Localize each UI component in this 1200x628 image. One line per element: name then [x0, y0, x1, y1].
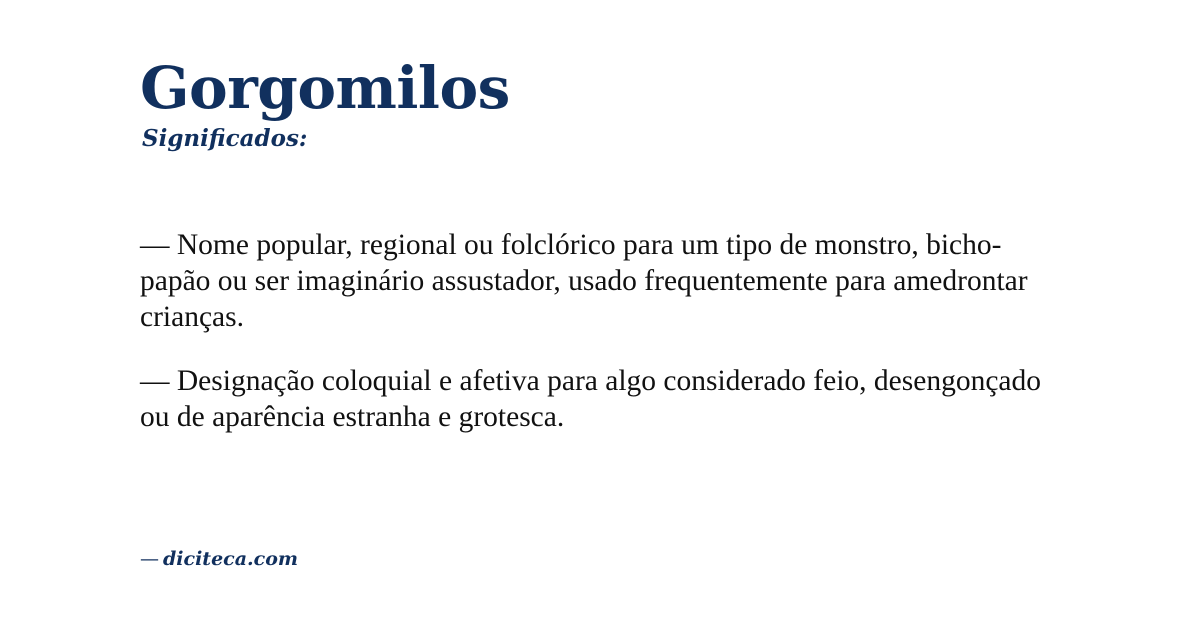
footer-dash: —	[140, 548, 159, 570]
definitions-list	[140, 228, 1060, 436]
source-attribution	[140, 548, 298, 570]
definition-item: — Designação coloquial e afetiva para algo considerado feio, desengonçado ou de aparência estranha e grotesca.	[140, 364, 1042, 433]
definition-item: — Nome popular, regional ou folclórico para um tipo de monstro, bicho-papão ou ser imaginário assustador, usado frequentemente para amedrontar crianças.	[140, 228, 1028, 333]
source-name: diciteca.com	[163, 548, 298, 570]
page-title: Gorgomilos	[140, 54, 510, 122]
subtitle-label: Significados:	[142, 124, 308, 152]
